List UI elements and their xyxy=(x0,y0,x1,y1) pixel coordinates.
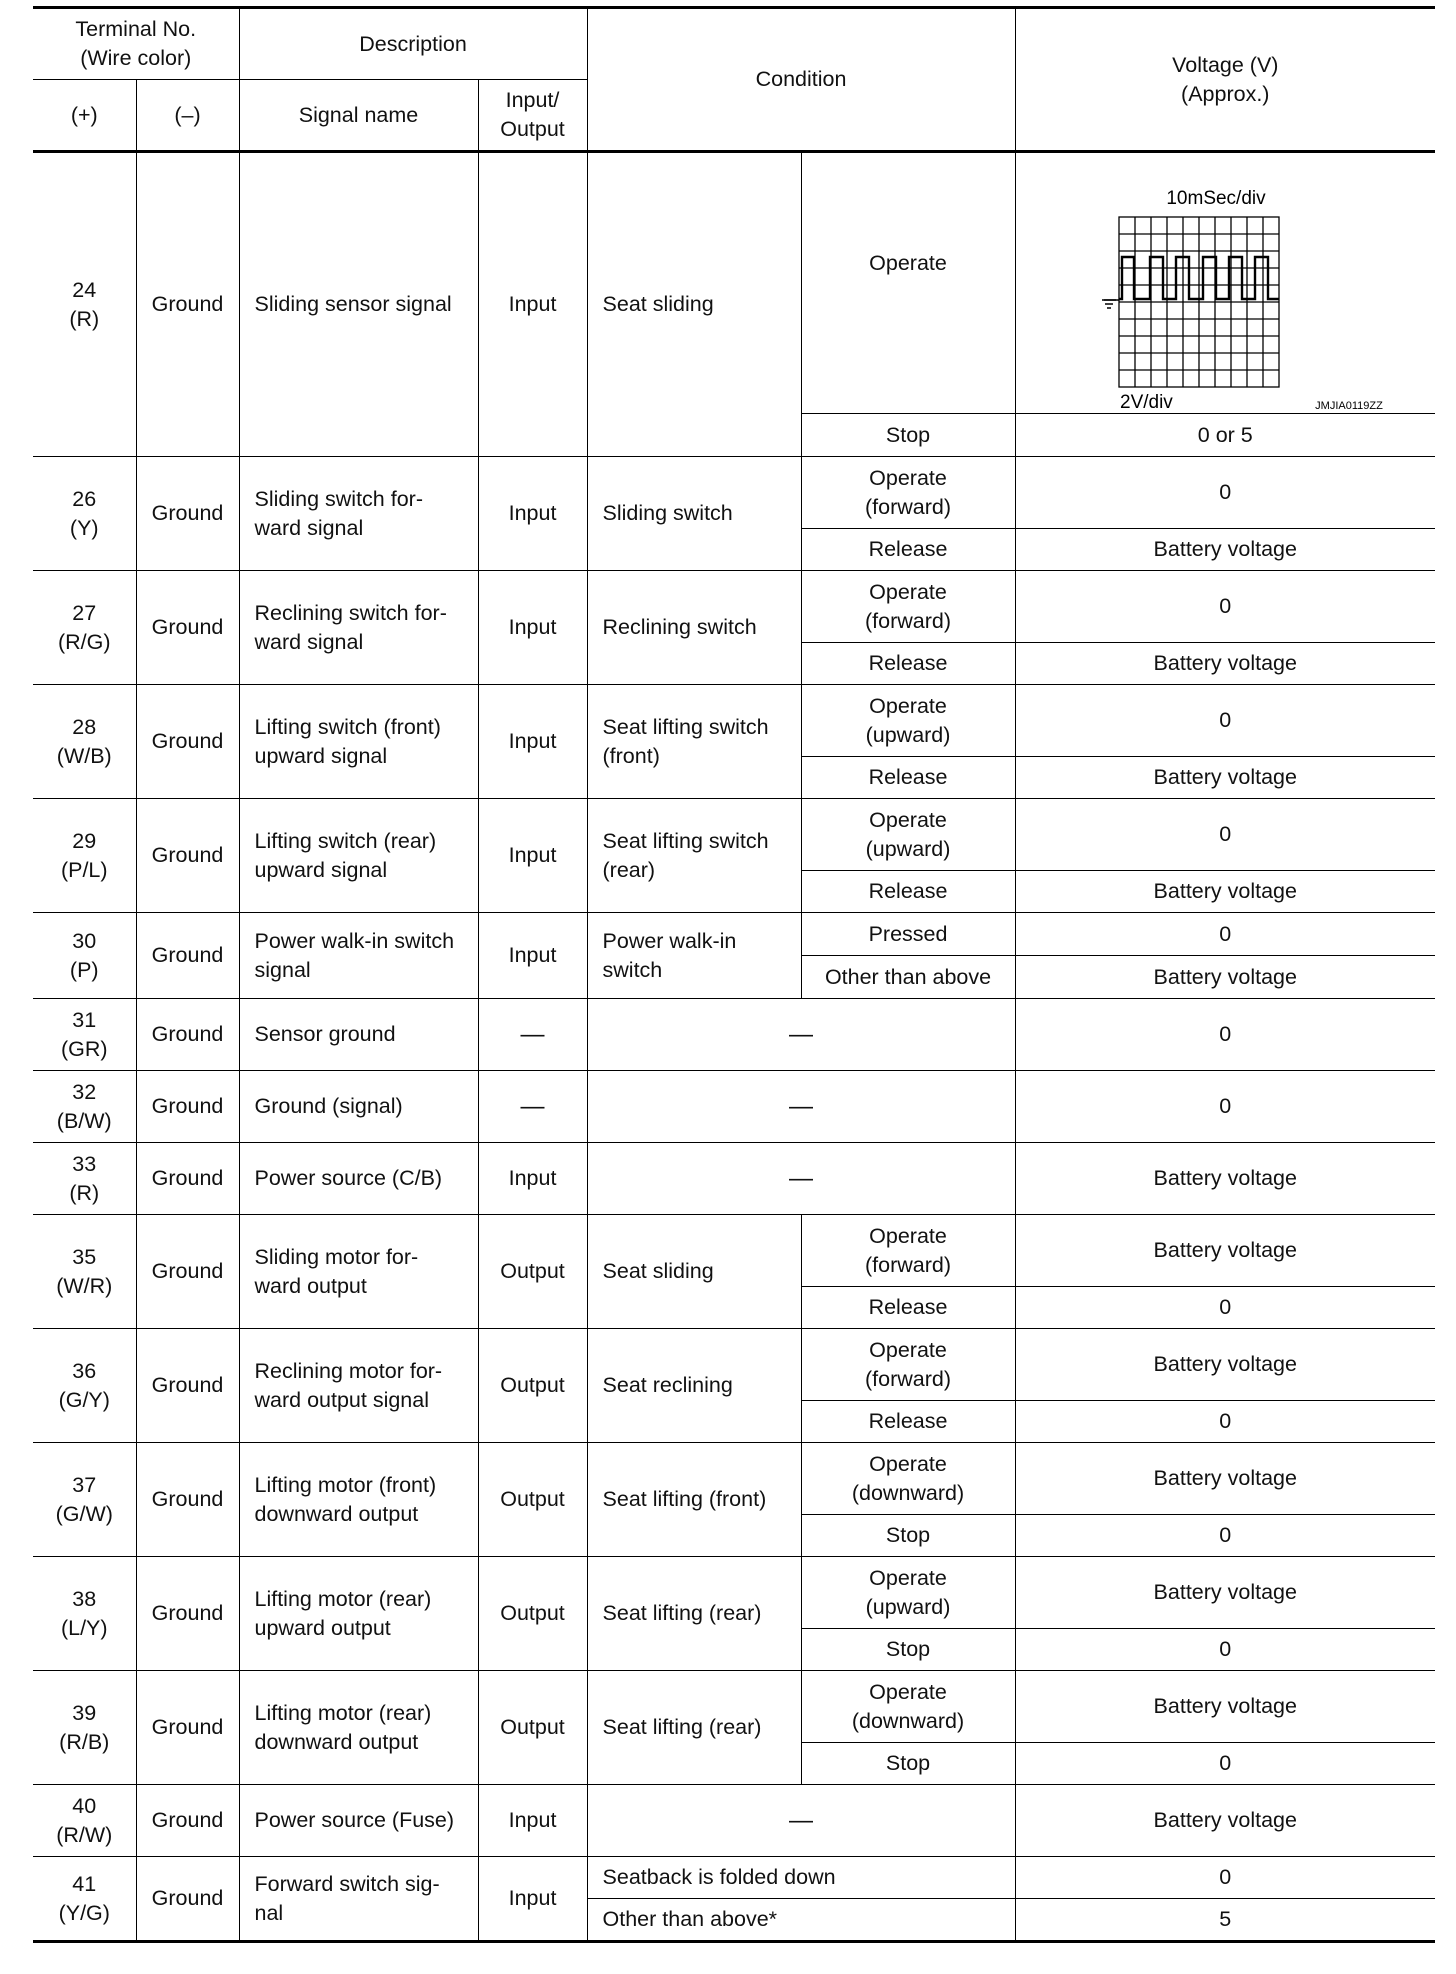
signal-name-cell: Lifting switch (rear) upward signal xyxy=(239,799,478,913)
condition-cell: — xyxy=(587,999,1015,1071)
signal-name-cell: Reclining motor for- ward output signal xyxy=(239,1329,478,1443)
table-row xyxy=(33,685,1435,757)
ground-cell: Ground xyxy=(136,457,239,571)
signal-name-cell: Reclining switch for- ward signal xyxy=(239,571,478,685)
ground-cell: Ground xyxy=(136,1215,239,1329)
state-cell: Operate (upward) xyxy=(801,799,1015,871)
voltage-cell: 0 xyxy=(1015,799,1435,871)
table-row xyxy=(33,1329,1435,1401)
state-cell: Operate (upward) xyxy=(801,1557,1015,1629)
state-cell: Release xyxy=(801,643,1015,685)
state-cell: Operate xyxy=(801,152,1015,414)
table-row xyxy=(33,1857,1435,1899)
terminal-cell: 38 (L/Y) xyxy=(33,1557,136,1671)
condition-cell: Sliding switch xyxy=(587,457,801,571)
condition-cell: Seat sliding xyxy=(587,152,801,457)
state-cell: Operate (forward) xyxy=(801,1329,1015,1401)
signal-name-cell: Lifting motor (rear) downward output xyxy=(239,1671,478,1785)
signal-name-cell: Power walk-in switch signal xyxy=(239,913,478,999)
io-cell: Input xyxy=(478,152,587,457)
voltage-cell: Battery voltage xyxy=(1015,956,1435,999)
state-cell: Operate (forward) xyxy=(801,457,1015,529)
condition-cell: Power walk-in switch xyxy=(587,913,801,999)
condition-cell: Seat lifting (rear) xyxy=(587,1557,801,1671)
io-cell: — xyxy=(478,999,587,1071)
terminal-cell: 28 (W/B) xyxy=(33,685,136,799)
voltage-cell: 0 xyxy=(1015,1401,1435,1443)
condition-cell: — xyxy=(587,1785,1015,1857)
ground-cell: Ground xyxy=(136,1329,239,1443)
state-cell: Release xyxy=(801,1401,1015,1443)
volt-div-label: 2V/div xyxy=(1119,392,1173,413)
table-row xyxy=(33,1557,1435,1629)
voltage-cell: Battery voltage xyxy=(1015,529,1435,571)
table-row xyxy=(33,571,1435,643)
terminal-cell: 36 (G/Y) xyxy=(33,1329,136,1443)
condition-header: Condition xyxy=(587,8,1015,152)
state-cell: Operate (downward) xyxy=(801,1443,1015,1515)
io-cell: Input xyxy=(478,571,587,685)
voltage-cell: Battery voltage xyxy=(1015,1329,1435,1401)
voltage-cell: 0 xyxy=(1015,1287,1435,1329)
terminal-cell: 37 (G/W) xyxy=(33,1443,136,1557)
signal-name-cell: Lifting motor (front) downward output xyxy=(239,1443,478,1557)
table-row xyxy=(33,913,1435,956)
signal-name-cell: Sliding motor for- ward output xyxy=(239,1215,478,1329)
state-cell: Stop xyxy=(801,1515,1015,1557)
io-cell: Output xyxy=(478,1215,587,1329)
condition-cell: Seat lifting (front) xyxy=(587,1443,801,1557)
terminal-cell: 41 (Y/G) xyxy=(33,1857,136,1942)
state-cell: Release xyxy=(801,757,1015,799)
oscilloscope-waveform xyxy=(1016,153,1436,413)
state-cell: Other than above xyxy=(801,956,1015,999)
signal-name-cell: Ground (signal) xyxy=(239,1071,478,1143)
voltage-cell: 0 xyxy=(1015,1629,1435,1671)
io-cell: Output xyxy=(478,1329,587,1443)
io-cell: Input xyxy=(478,685,587,799)
voltage-cell: Battery voltage xyxy=(1015,757,1435,799)
ground-cell: Ground xyxy=(136,571,239,685)
voltage-cell: 0 or 5 xyxy=(1015,414,1435,457)
ground-cell: Ground xyxy=(136,999,239,1071)
state-cell: Release xyxy=(801,871,1015,913)
voltage-cell: 0 xyxy=(1015,1515,1435,1557)
condition-cell: Seat sliding xyxy=(587,1215,801,1329)
state-cell: Stop xyxy=(801,1743,1015,1785)
voltage-cell: 5 xyxy=(1015,1899,1435,1942)
io-cell: Input xyxy=(478,799,587,913)
terminal-table xyxy=(33,6,1435,1943)
waveform-cell xyxy=(1015,152,1435,414)
table-row xyxy=(33,799,1435,871)
condition-cell: Seat lifting switch (rear) xyxy=(587,799,801,913)
io-cell: Input xyxy=(478,1785,587,1857)
signal-name-cell: Lifting switch (front) upward signal xyxy=(239,685,478,799)
table-row xyxy=(33,1143,1435,1215)
voltage-cell: 0 xyxy=(1015,1743,1435,1785)
ground-cell: Ground xyxy=(136,685,239,799)
condition-cell: Seat lifting switch (front) xyxy=(587,685,801,799)
signal-name-header: Signal name xyxy=(239,80,478,152)
io-cell: Output xyxy=(478,1557,587,1671)
voltage-cell: 0 xyxy=(1015,913,1435,956)
terminal-header: Terminal No. (Wire color) xyxy=(33,8,239,80)
condition-cell: Seat reclining xyxy=(587,1329,801,1443)
description-header: Description xyxy=(239,8,587,80)
io-cell: Input xyxy=(478,1857,587,1942)
condition-cell: Seatback is folded down xyxy=(587,1857,1015,1899)
oscilloscope-grid xyxy=(1119,217,1279,387)
terminal-cell: 33 (R) xyxy=(33,1143,136,1215)
minus-header: (–) xyxy=(136,80,239,152)
io-cell: Input xyxy=(478,913,587,999)
signal-name-cell: Power source (Fuse) xyxy=(239,1785,478,1857)
table-row xyxy=(33,999,1435,1071)
ground-cell: Ground xyxy=(136,1671,239,1785)
signal-name-cell: Forward switch sig- nal xyxy=(239,1857,478,1942)
figure-id: JMJIA0119ZZ xyxy=(1314,400,1383,412)
voltage-cell: Battery voltage xyxy=(1015,871,1435,913)
state-cell: Operate (forward) xyxy=(801,571,1015,643)
terminal-cell: 30 (P) xyxy=(33,913,136,999)
io-cell: Input xyxy=(478,1143,587,1215)
ground-cell: Ground xyxy=(136,152,239,457)
ground-symbol-icon xyxy=(1102,300,1119,308)
ground-cell: Ground xyxy=(136,1857,239,1942)
terminal-cell: 40 (R/W) xyxy=(33,1785,136,1857)
table-row xyxy=(33,1671,1435,1743)
state-cell: Stop xyxy=(801,1629,1015,1671)
terminal-cell: 35 (W/R) xyxy=(33,1215,136,1329)
signal-name-cell: Sliding sensor signal xyxy=(239,152,478,457)
signal-name-cell: Sliding switch for- ward signal xyxy=(239,457,478,571)
time-div-label: 10mSec/div xyxy=(1165,188,1266,209)
table-row xyxy=(33,152,1435,414)
plus-header: (+) xyxy=(33,80,136,152)
table-row xyxy=(33,1071,1435,1143)
voltage-cell: 0 xyxy=(1015,1857,1435,1899)
io-header: Input/ Output xyxy=(478,80,587,152)
state-cell: Release xyxy=(801,529,1015,571)
terminal-cell: 31 (GR) xyxy=(33,999,136,1071)
voltage-cell: Battery voltage xyxy=(1015,1785,1435,1857)
voltage-cell: Battery voltage xyxy=(1015,643,1435,685)
voltage-cell: Battery voltage xyxy=(1015,1557,1435,1629)
voltage-cell: 0 xyxy=(1015,571,1435,643)
state-cell: Operate (upward) xyxy=(801,685,1015,757)
voltage-cell: 0 xyxy=(1015,1071,1435,1143)
terminal-cell: 39 (R/B) xyxy=(33,1671,136,1785)
signal-name-cell: Lifting motor (rear) upward output xyxy=(239,1557,478,1671)
state-cell: Pressed xyxy=(801,913,1015,956)
condition-cell: Seat lifting (rear) xyxy=(587,1671,801,1785)
voltage-cell: 0 xyxy=(1015,685,1435,757)
voltage-cell: 0 xyxy=(1015,457,1435,529)
io-cell: — xyxy=(478,1071,587,1143)
terminal-cell: 32 (B/W) xyxy=(33,1071,136,1143)
table-row xyxy=(33,1443,1435,1515)
terminal-table-container xyxy=(33,6,1435,1943)
condition-cell: Reclining switch xyxy=(587,571,801,685)
state-cell: Stop xyxy=(801,414,1015,457)
condition-cell: Other than above* xyxy=(587,1899,1015,1942)
io-cell: Input xyxy=(478,457,587,571)
voltage-cell: 0 xyxy=(1015,999,1435,1071)
table-row xyxy=(33,1215,1435,1287)
ground-cell: Ground xyxy=(136,1557,239,1671)
condition-cell: — xyxy=(587,1143,1015,1215)
voltage-cell: Battery voltage xyxy=(1015,1215,1435,1287)
terminal-cell: 29 (P/L) xyxy=(33,799,136,913)
state-cell: Operate (downward) xyxy=(801,1671,1015,1743)
signal-name-cell: Sensor ground xyxy=(239,999,478,1071)
voltage-cell: Battery voltage xyxy=(1015,1671,1435,1743)
header-row-1 xyxy=(33,8,1435,80)
ground-cell: Ground xyxy=(136,799,239,913)
table-row xyxy=(33,1785,1435,1857)
voltage-cell: Battery voltage xyxy=(1015,1143,1435,1215)
ground-cell: Ground xyxy=(136,913,239,999)
condition-cell: — xyxy=(587,1071,1015,1143)
ground-cell: Ground xyxy=(136,1443,239,1557)
voltage-header: Voltage (V) (Approx.) xyxy=(1015,8,1435,152)
voltage-cell: Battery voltage xyxy=(1015,1443,1435,1515)
terminal-cell: 24 (R) xyxy=(33,152,136,457)
terminal-cell: 27 (R/G) xyxy=(33,571,136,685)
state-cell: Release xyxy=(801,1287,1015,1329)
ground-cell: Ground xyxy=(136,1785,239,1857)
signal-name-cell: Power source (C/B) xyxy=(239,1143,478,1215)
table-row xyxy=(33,457,1435,529)
terminal-cell: 26 (Y) xyxy=(33,457,136,571)
ground-cell: Ground xyxy=(136,1143,239,1215)
io-cell: Output xyxy=(478,1671,587,1785)
state-cell: Operate (forward) xyxy=(801,1215,1015,1287)
io-cell: Output xyxy=(478,1443,587,1557)
ground-cell: Ground xyxy=(136,1071,239,1143)
